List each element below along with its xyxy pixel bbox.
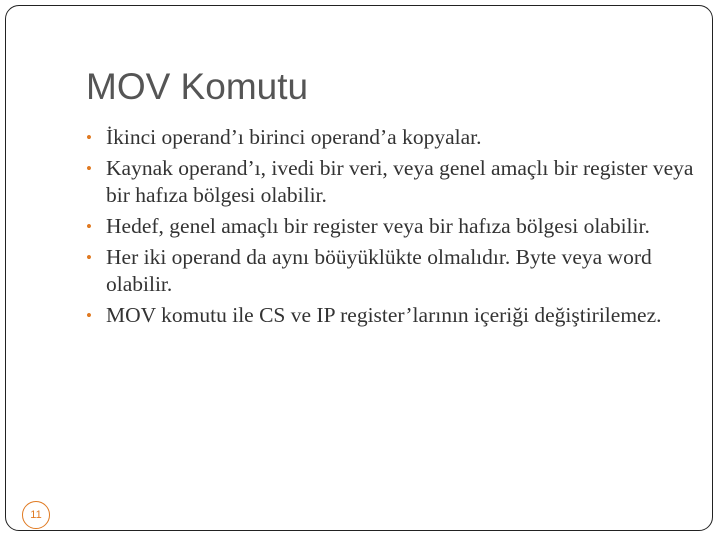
slide-title: MOV Komutu <box>86 66 309 107</box>
slide-number-badge <box>22 501 50 529</box>
bullet-text: Hedef, genel amaçlı bir register veya bir hafıza bölgesi olabilir. <box>106 214 650 238</box>
bullet-text: MOV komutu ile CS ve IP register’larının içeriği değiştirilemez. <box>106 303 662 327</box>
bullet-list <box>84 124 694 333</box>
slide-number: 11 <box>30 509 42 521</box>
bullet-icon: • <box>86 217 92 236</box>
bullet-icon: • <box>86 159 92 178</box>
bullet-item <box>84 155 694 209</box>
bullet-item <box>84 244 694 298</box>
bullet-icon: • <box>86 128 92 147</box>
bullet-item <box>84 124 694 151</box>
bullet-text: Kaynak operand’ı, ivedi bir veri, veya genel amaçlı bir register veya bir hafıza bölgesi olabilir. <box>106 156 694 207</box>
bullet-icon: • <box>86 248 92 267</box>
bullet-item <box>84 302 694 329</box>
bullet-text: İkinci operand’ı birinci operand’a kopyalar. <box>106 125 482 149</box>
bullet-icon: • <box>86 306 92 325</box>
bullet-item <box>84 213 694 240</box>
slide-frame <box>5 5 713 531</box>
bullet-text: Her iki operand da aynı böüyüklükte olmalıdır. Byte veya word olabilir. <box>106 245 652 296</box>
